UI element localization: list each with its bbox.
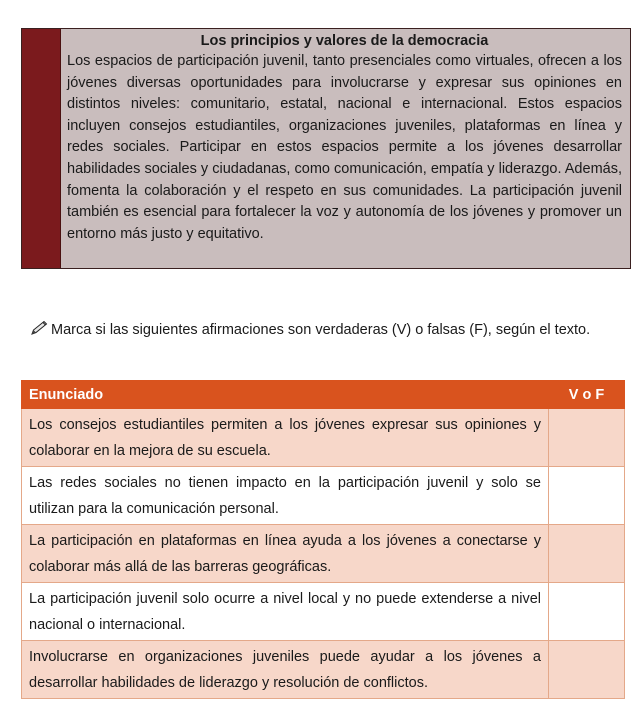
statement-cell: Involucrarse en organizaciones juveniles puede ayudar a los jóvenes a desarrollar habilidades de liderazgo y resolución de conflictos.: [22, 641, 549, 699]
header-statement: Enunciado: [22, 381, 549, 409]
reading-title: Los principios y valores de la democracia: [200, 33, 489, 49]
table-row: [22, 467, 625, 525]
statement-cell: Los consejos estudiantiles permiten a los jóvenes expresar sus opiniones y colaborar en la mejora de su escuela.: [22, 409, 549, 467]
answer-cell[interactable]: [549, 525, 625, 583]
statement-cell: La participación juvenil solo ocurre a nivel local y no puede extenderse a nivel nacional o internacional.: [22, 583, 549, 641]
reading-stripe: [22, 29, 61, 268]
table-row: [22, 641, 625, 699]
answer-cell[interactable]: [549, 641, 625, 699]
answer-cell[interactable]: [549, 467, 625, 525]
table-row: [22, 525, 625, 583]
answer-cell[interactable]: [549, 583, 625, 641]
table-row: [22, 409, 625, 467]
pencil-icon: [30, 318, 50, 334]
instruction-text: Marca si las siguientes afirmaciones son verdaderas (V) o falsas (F), según el texto.: [51, 322, 591, 338]
reading-box: [21, 28, 631, 269]
true-false-table: [21, 380, 625, 699]
instruction: [30, 316, 630, 344]
reading-content: [61, 29, 630, 268]
answer-cell[interactable]: [549, 409, 625, 467]
reading-body: Los espacios de participación juvenil, tanto presenciales como virtuales, ofrecen a los jóvenes diversas oportunidades para involucrarse y expresar sus opiniones en distintos niveles: comunitario, estatal, nacional e internacional. Estos espacios incluyen consejos estudiantiles, organizaciones juveniles, plataformas en línea y redes sociales. Participar en estos espacios permite a los jóvenes desarrollar habilidades sociales y ciudadanas, como comunicación, empatía y liderazgo. Además, fomenta la colaboración y el respeto en sus comunidades. La participación juvenil también es esencial para fortalecer la voz y autonomía de los jóvenes y promover un entorno más justo y equitativo.: [67, 53, 622, 242]
statement-cell: La participación en plataformas en línea ayuda a los jóvenes a conectarse y colaborar más allá de las barreras geográficas.: [22, 525, 549, 583]
table-row: [22, 583, 625, 641]
statement-cell: Las redes sociales no tienen impacto en la participación juvenil y solo se utilizan para la comunicación personal.: [22, 467, 549, 525]
header-answer: V o F: [549, 381, 625, 409]
table-header-row: [22, 381, 625, 409]
